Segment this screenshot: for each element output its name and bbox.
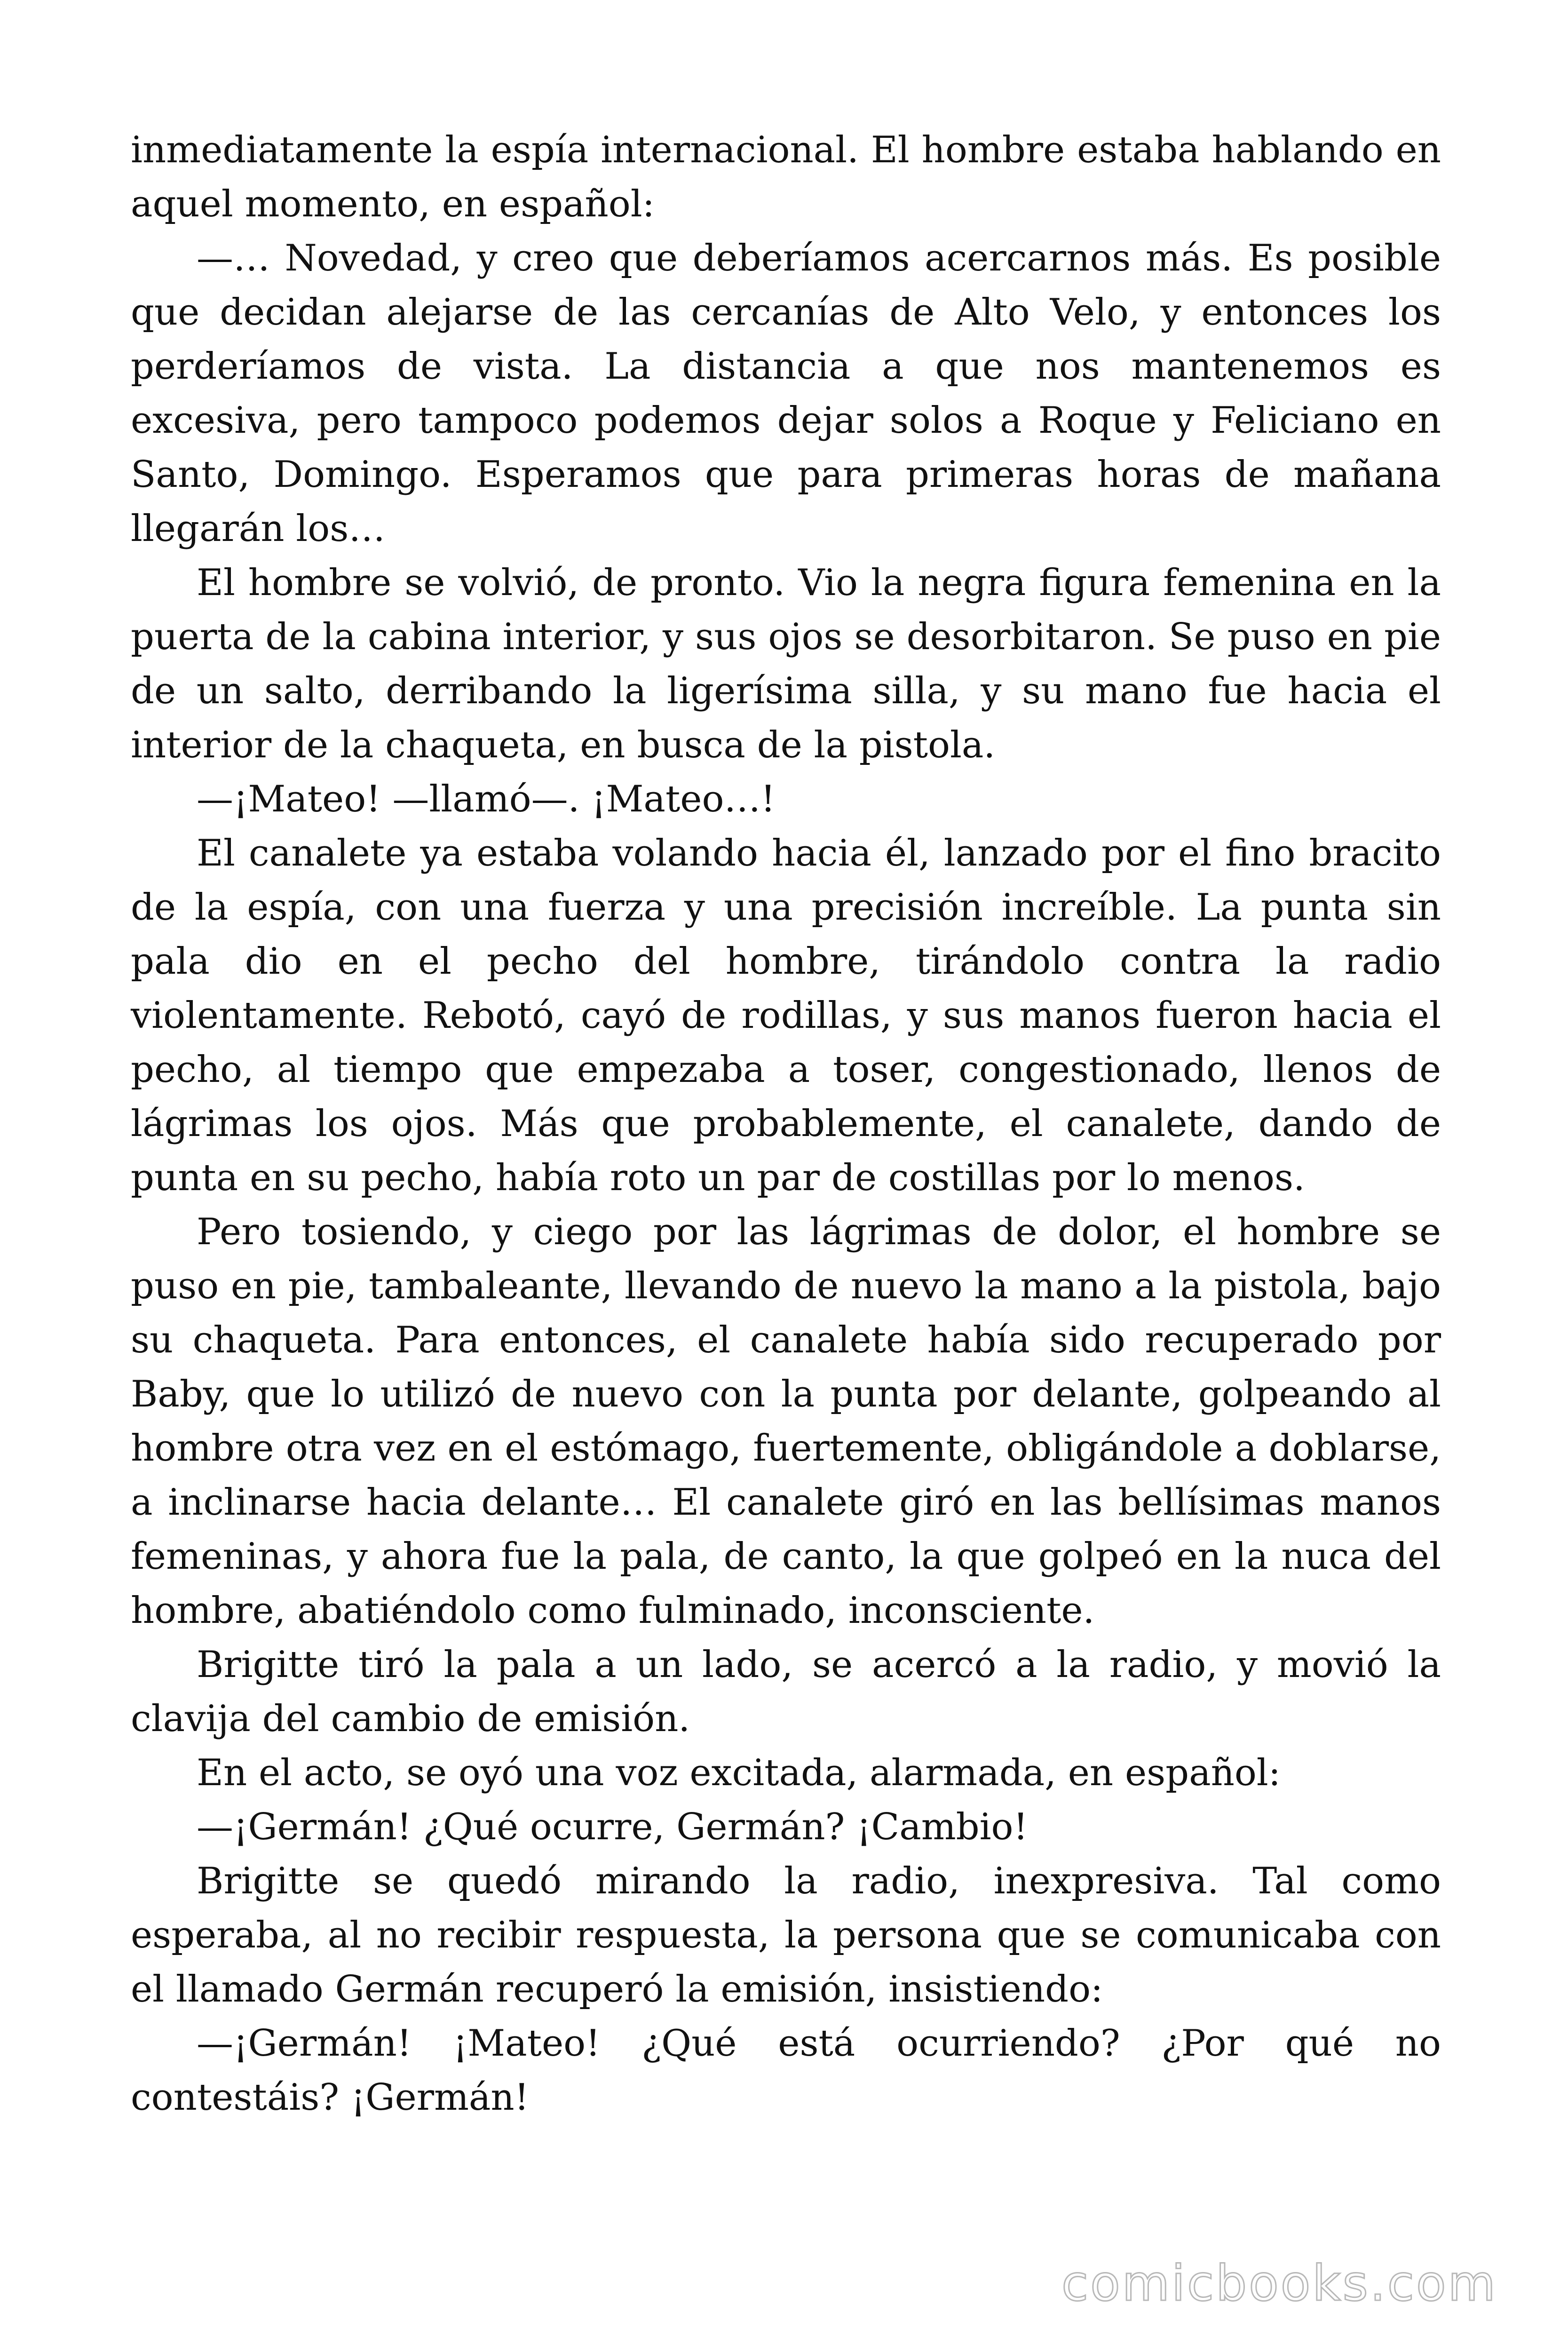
paragraph: Brigitte tiró la pala a un lado, se acercó a la radio, y movió la clavija del cambio de emisión.	[131, 1644, 1441, 1740]
watermark: comicbooks.com	[1061, 2255, 1497, 2312]
paragraph: —¡Germán! ¿Qué ocurre, Germán? ¡Cambio!	[197, 1806, 1028, 1848]
paragraph: El canalete ya estaba volando hacia él, lanzado por el fino bracito de la espía, con una fuerza y una precisión increíble. La punta sin pala dio en el pecho del hombre, tirándolo contra la radio violentamente. Rebotó, cayó de rodillas, y sus manos fueron hacia el pecho, al tiempo que empezaba a toser, congestionado, llenos de lágrimas los ojos. Más que probablemente, el canalete, dando de punta en su pecho, había roto un par de costillas por lo menos.	[131, 832, 1441, 1199]
paragraph: —… Novedad, y creo que deberíamos acercarnos más. Es posible que decidan alejarse de las cercanías de Alto Velo, y entonces los perderíamos de vista. La distancia a que nos mantenemos es excesiva, pero tampoco podemos dejar solos a Roque y Feliciano en Santo, Domingo. Esperamos que para primeras horas de mañana llegarán los…	[131, 237, 1441, 550]
book-page-text	[131, 123, 1441, 2125]
paragraph: El hombre se volvió, de pronto. Vio la negra figura femenina en la puerta de la cabina interior, y sus ojos se desorbitaron. Se puso en pie de un salto, derribando la ligerísima silla, y su mano fue hacia el interior de la chaqueta, en busca de la pistola.	[131, 562, 1441, 766]
paragraph: En el acto, se oyó una voz excitada, alarmada, en español:	[197, 1752, 1281, 1794]
paragraph: Brigitte se quedó mirando la radio, inexpresiva. Tal como esperaba, al no recibir respuesta, la persona que se comunicaba con el llamado Germán recuperó la emisión, insistiendo:	[131, 1860, 1441, 2010]
paragraph: —¡Germán! ¡Mateo! ¿Qué está ocurriendo? ¿Por qué no contestáis? ¡Germán!	[131, 2022, 1441, 2119]
paragraph: inmediatamente la espía internacional. El hombre estaba hablando en aquel momento, en español:	[131, 129, 1441, 225]
paragraph: —¡Mateo! —llamó—. ¡Mateo…!	[197, 778, 776, 820]
paragraph: Pero tosiendo, y ciego por las lágrimas de dolor, el hombre se puso en pie, tambaleante, llevando de nuevo la mano a la pistola, bajo su chaqueta. Para entonces, el canalete había sido recuperado por Baby, que lo utilizó de nuevo con la punta por delante, golpeando al hombre otra vez en el estómago, fuertemente, obligándole a doblarse, a inclinarse hacia delante… El canalete giró en las bellísimas manos femeninas, y ahora fue la pala, de canto, la que golpeó en la nuca del hombre, abatiéndolo como fulminado, inconsciente.	[131, 1211, 1441, 1632]
